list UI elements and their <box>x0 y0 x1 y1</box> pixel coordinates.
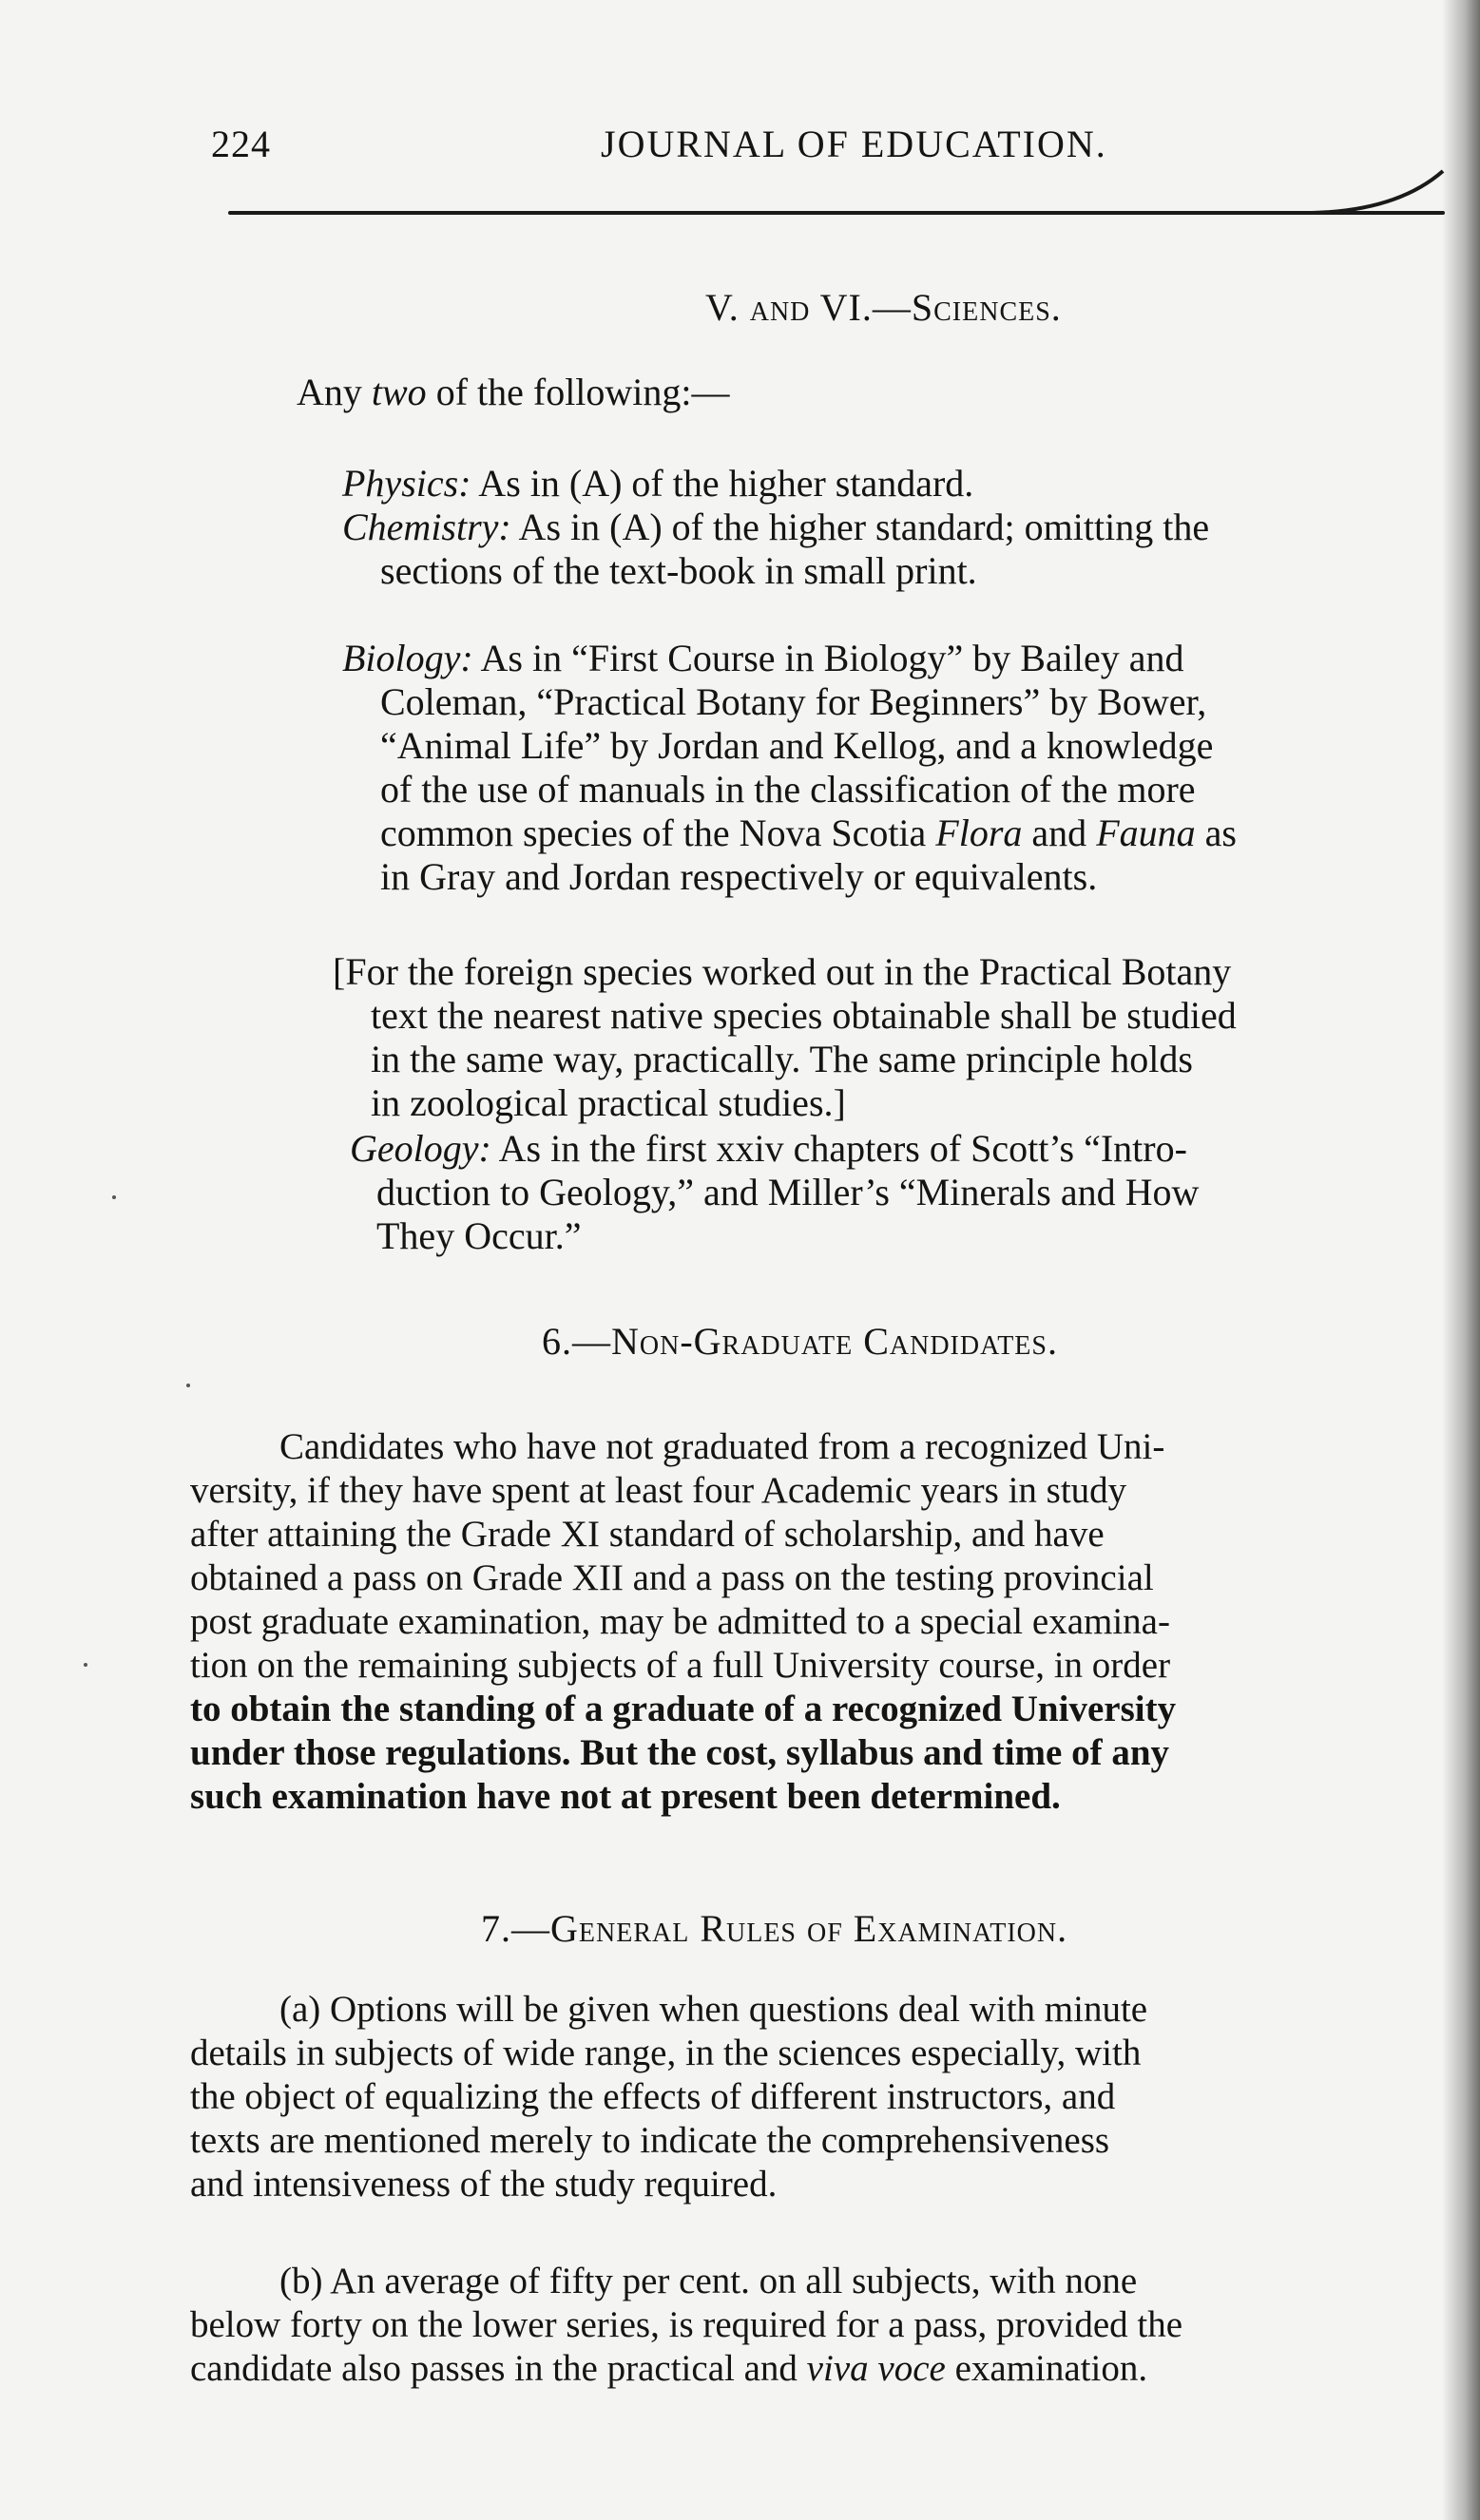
physics-label: Physics: <box>342 462 471 505</box>
geology-entry: Geology: As in the first xxiv chapters of Scott’s “Intro- duction to Geology,” and Miller’s “Minerals and How They Occur.” <box>350 1127 1200 1257</box>
geology-label: Geology: <box>350 1127 491 1170</box>
biology-label: Biology: <box>342 637 473 679</box>
non-graduate-heading: 6.—Non-Graduate Candidates. <box>542 1320 1058 1363</box>
scan-speck <box>112 1195 116 1199</box>
species-note: [For the foreign species worked out in the Practical Botany text the nearest native species obtainable shall be studied in the same way, practically. The same principle holds in zoological practical studies.] <box>333 950 1237 1124</box>
chemistry-entry: Chemistry: As in (A) of the higher standard; omitting the sections of the text-book in small print. <box>342 506 1210 592</box>
page-spine-shadow <box>1442 0 1480 2520</box>
running-title: JOURNAL OF EDUCATION. <box>601 123 1107 165</box>
rule-b-paragraph: (b) An average of fifty per cent. on all subjects, with none below forty on the lower series, is required for a pass, provided the candidate also passes in the practical and viva voce examination. <box>190 2261 1183 2389</box>
chemistry-label: Chemistry: <box>342 506 511 548</box>
biology-entry: Biology: As in “First Course in Biology” by Bailey and Coleman, “Practical Botany for Beginners” by Bower, “Animal Life” by Jordan and Kellog, and a knowledge of the use of manuals in the classification of the more common species of the Nova Scotia Flora and Fauna as in Gray and Jordan respectively or equivalents. <box>342 637 1237 898</box>
general-rules-heading: 7.—General Rules of Examination. <box>481 1907 1068 1950</box>
physics-entry: Physics: As in (A) of the higher standard. <box>342 462 974 505</box>
scan-speck <box>186 1384 190 1387</box>
page-header <box>211 122 1162 179</box>
sciences-heading: V. and VI.—Sciences. <box>705 286 1062 329</box>
header-rule-curve <box>1312 169 1445 215</box>
header-rule <box>228 211 1445 215</box>
rule-a-paragraph: (a) Options will be given when questions deal with minute details in subjects of wide range, in the sciences especially, with the object of equalizing the effects of different instructors, and texts are mentioned merely to indicate the comprehensiveness and intensiveness of the study required. <box>190 1989 1148 2205</box>
sciences-intro: Any two of the following:— <box>297 371 730 413</box>
page-number: 224 <box>211 123 271 165</box>
scan-speck <box>84 1663 87 1667</box>
non-graduate-paragraph: Candidates who have not graduated from a recognized Uni- versity, if they have spent at least four Academic years in study after attaining the Grade XI standard of scholarship, and have obtained a pass on Grade XII and a pass on the testing provincial post graduate examination, may be admitted to a special examina- tion on the remaining subjects of a full University course, in order to obtain the standing of a graduate of a recognized University under those regulations. But the cost, syllabus and time of any such examination have not at present been determined. <box>190 1426 1177 1817</box>
